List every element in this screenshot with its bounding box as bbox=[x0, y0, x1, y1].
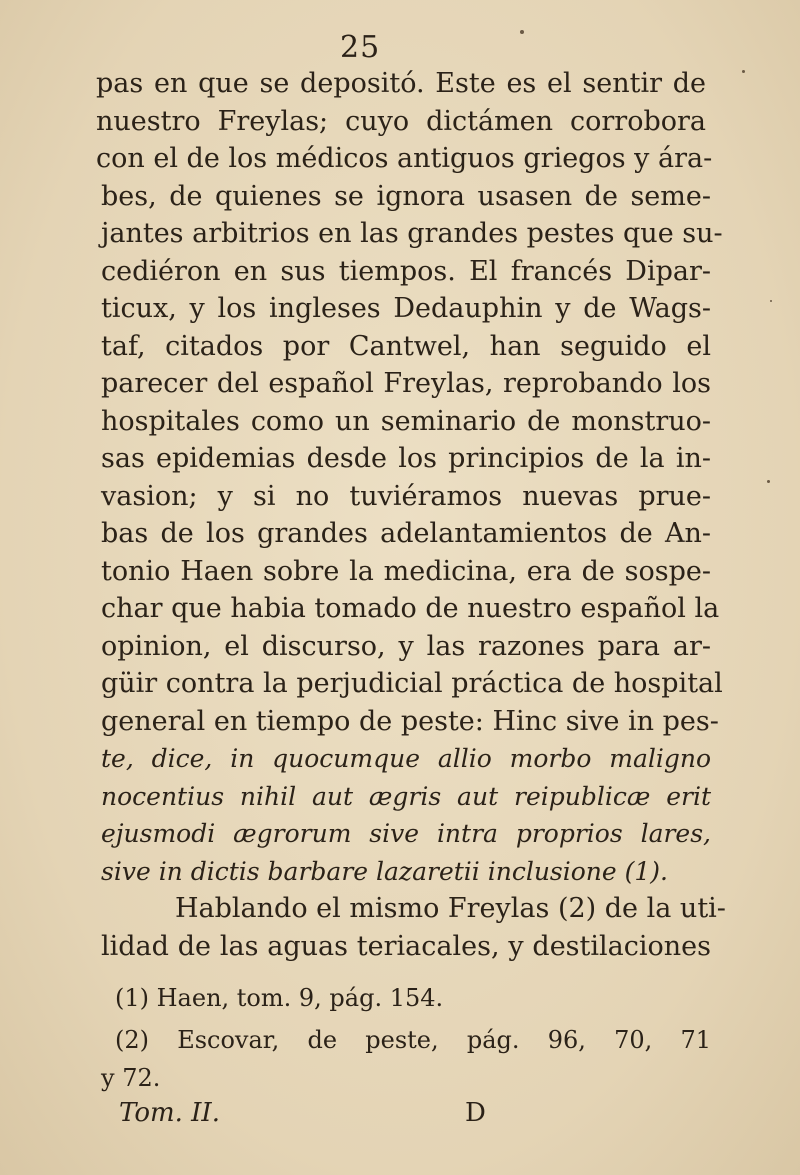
body-line: hospitales como un seminario de monstruo- bbox=[101, 405, 711, 437]
body-line: lidad de las aguas teriacales, y destilaciones bbox=[101, 930, 711, 962]
footnote-line: (1) Haen, tom. 9, pág. 154. bbox=[115, 984, 444, 1012]
footnote-line: (2) Escovar, de peste, pág. 96, 70, 71 bbox=[115, 1026, 711, 1054]
footnote-line: y 72. bbox=[101, 1064, 161, 1092]
body-line: nocentius nihil aut ægris aut reipublicæ erit bbox=[101, 781, 711, 811]
body-line: te, dice, in quocumque allio morbo maligno bbox=[101, 744, 711, 773]
gathering-mark: D bbox=[465, 1098, 486, 1128]
volume-signature: Tom. II. bbox=[119, 1098, 220, 1128]
body-line: con el de los médicos antiguos griegos y ára- bbox=[96, 143, 713, 174]
body-line: ejusmodi ægrorum sive intra proprios lares, bbox=[101, 819, 711, 848]
body-line: ticux, y los ingleses Dedauphin y de Wags- bbox=[101, 293, 711, 324]
body-line: general en tiempo de peste: Hinc sive in pes- bbox=[101, 705, 719, 737]
body-line: pas en que se depositó. Este es el sentir de bbox=[96, 68, 706, 99]
body-line: sive in dictis barbare lazaretii inclusione (1). bbox=[101, 856, 668, 886]
body-line: char que habia tomado de nuestro español la bbox=[101, 593, 720, 624]
body-line: nuestro Freylas; cuyo dictámen corrobora bbox=[96, 105, 706, 137]
body-line: cediéron en sus tiempos. El francés Dipar- bbox=[101, 255, 711, 287]
body-line: parecer del español Freylas, reprobando los bbox=[101, 368, 711, 399]
body-line: sas epidemias desde los principios de la in- bbox=[101, 443, 711, 474]
body-line: güir contra la perjudicial práctica de hospital bbox=[101, 668, 723, 699]
body-line: bas de los grandes adelantamientos de An- bbox=[101, 518, 711, 549]
body-line: vasion; y si no tuviéramos nuevas prue- bbox=[101, 480, 711, 512]
body-line: bes, de quienes se ignora usasen de seme- bbox=[101, 180, 711, 212]
body-line: jantes arbitrios en las grandes pestes que su- bbox=[101, 218, 723, 249]
body-line: tonio Haen sobre la medicina, era de sospe- bbox=[101, 555, 711, 587]
page-number: 25 bbox=[340, 30, 381, 65]
body-line: opinion, el discurso, y las razones para ar- bbox=[101, 630, 711, 662]
body-line: Hablando el mismo Freylas (2) de la uti- bbox=[175, 893, 726, 924]
body-line: taf, citados por Cantwel, han seguido el bbox=[101, 330, 711, 362]
